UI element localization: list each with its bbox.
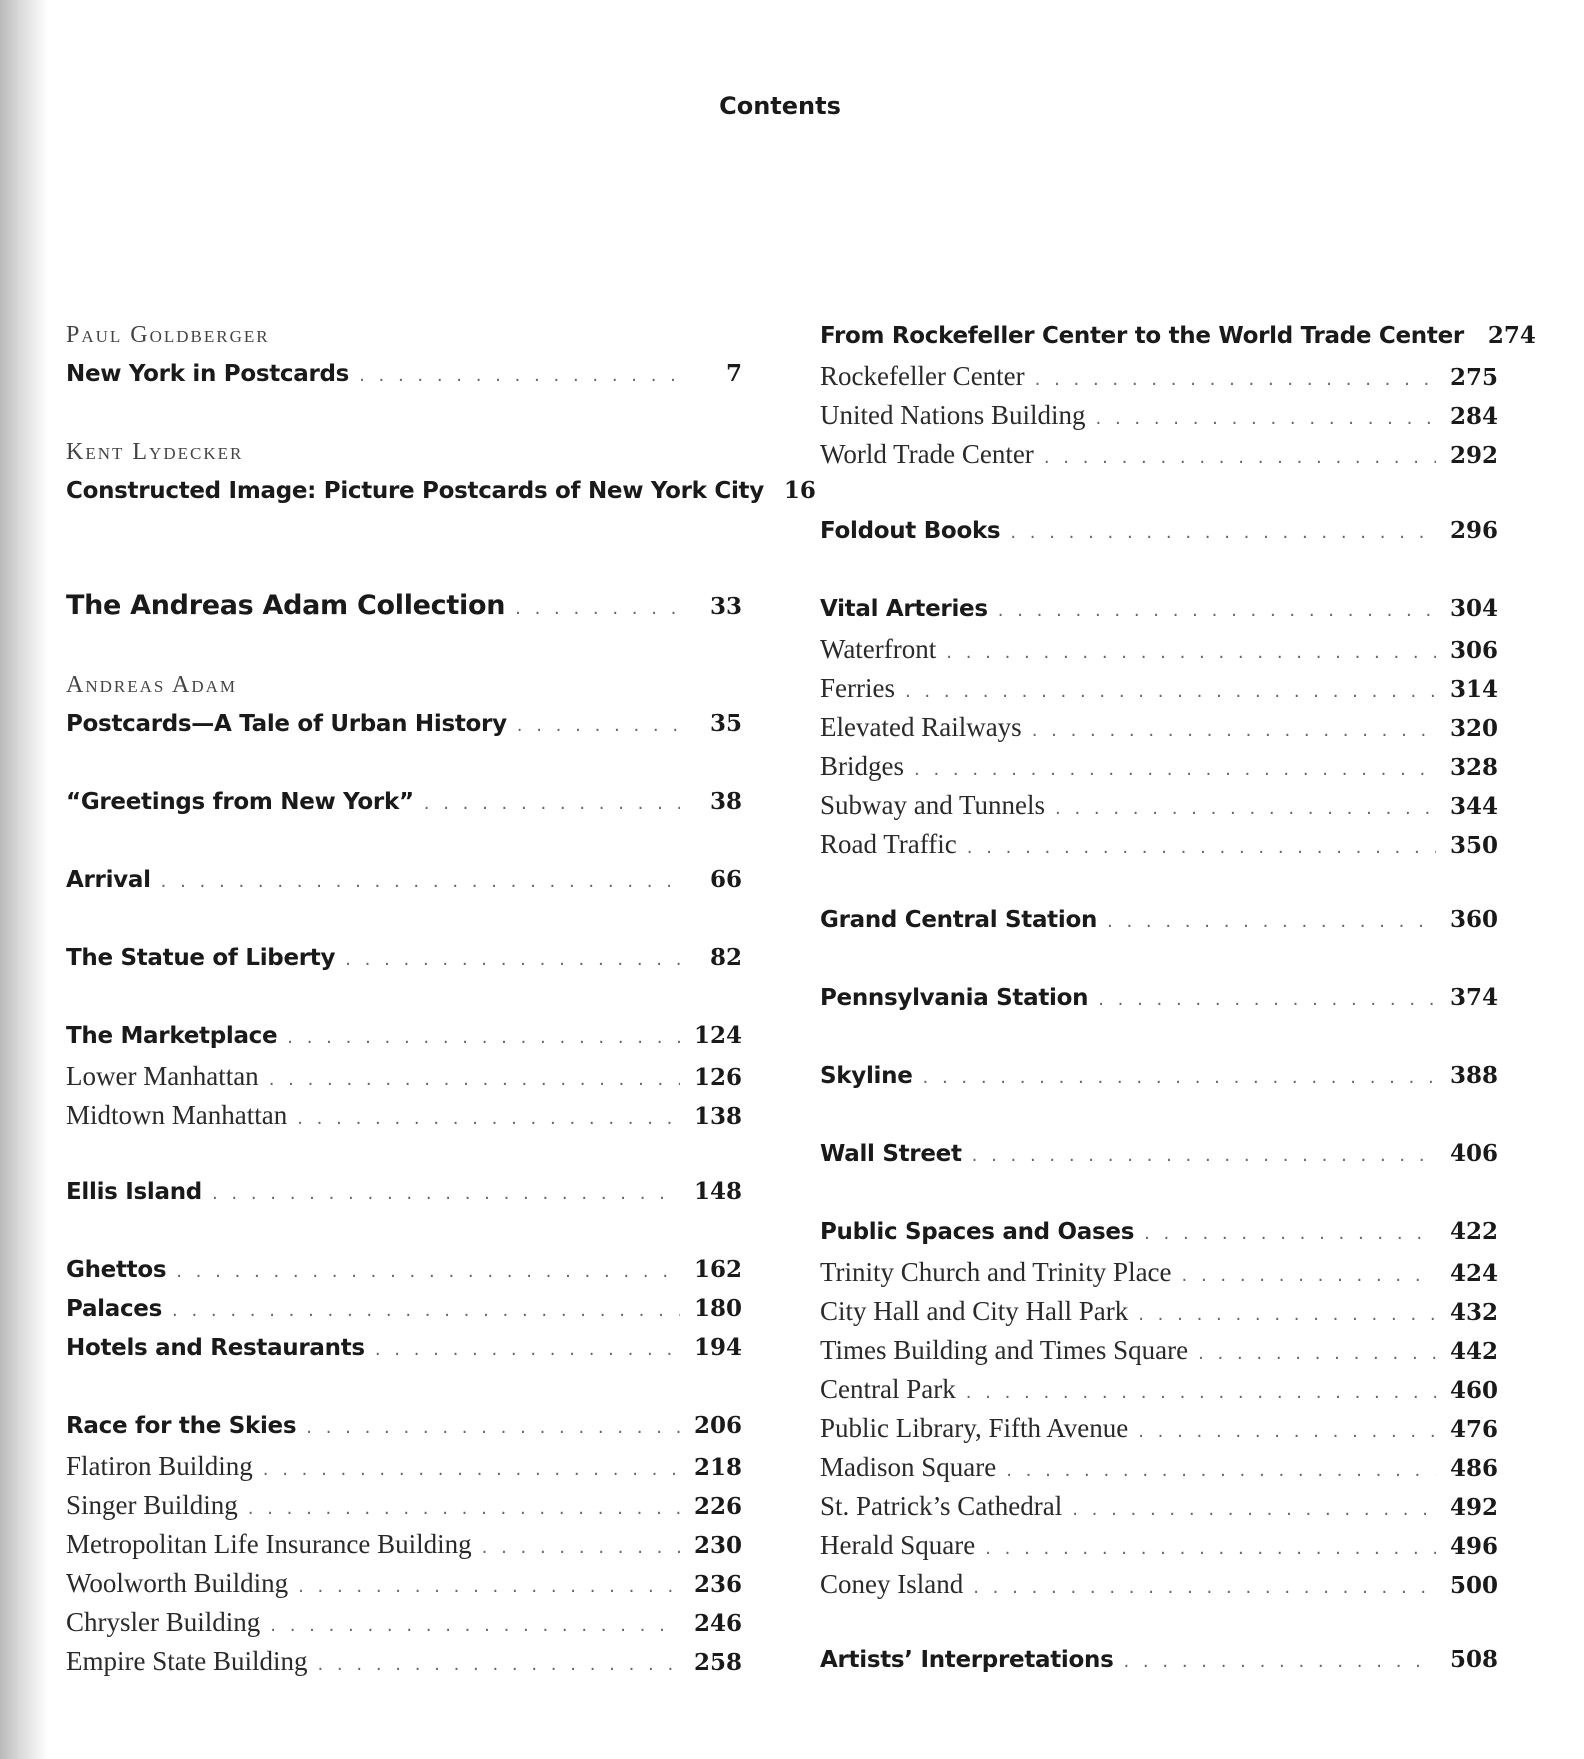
dot-leader (317, 1654, 680, 1675)
toc-entry-title: Ghettos (66, 1257, 167, 1283)
dot-leader (946, 642, 1436, 663)
toc-entry[interactable] (66, 1295, 742, 1333)
toc-entry-title: Arrival (66, 867, 151, 893)
dot-leader (270, 1615, 680, 1636)
toc-entry[interactable] (66, 360, 742, 398)
toc-entry-title: Wall Street (820, 1141, 962, 1167)
toc-subentry[interactable] (820, 712, 1498, 750)
dot-leader (1044, 447, 1436, 468)
toc-entry-title: Empire State Building (66, 1646, 308, 1676)
toc-entry-page: 360 (1449, 906, 1498, 933)
toc-subentry[interactable] (820, 1569, 1498, 1607)
toc-entry-title: Woolworth Building (66, 1568, 289, 1598)
toc-entry-title: Subway and Tunnels (820, 790, 1046, 820)
toc-entry-page: 230 (693, 1532, 742, 1559)
author-name: Kent Lydecker (66, 439, 244, 465)
toc-entry-title: “Greetings from New York” (66, 789, 414, 815)
toc-entry[interactable] (66, 1178, 742, 1216)
toc-entry-title: Vital Arteries (820, 596, 988, 622)
toc-subentry[interactable] (820, 790, 1498, 828)
toc-subentry[interactable] (820, 829, 1498, 867)
toc-entry[interactable] (66, 1022, 742, 1060)
toc-entry-page: 442 (1449, 1338, 1498, 1365)
toc-subentry[interactable] (820, 439, 1498, 477)
dot-leader (905, 681, 1436, 702)
dot-leader (517, 715, 680, 736)
toc-entry-title: Metropolitan Life Insurance Building (66, 1529, 472, 1559)
toc-entry-page: 236 (693, 1571, 742, 1598)
toc-entry-title: Public Spaces and Oases (820, 1219, 1135, 1245)
toc-entry-title: Hotels and Restaurants (66, 1335, 365, 1361)
dot-leader (297, 1108, 680, 1129)
dot-leader (998, 600, 1436, 621)
toc-entry-page: 424 (1449, 1260, 1498, 1287)
toc-entry-page: 180 (693, 1295, 742, 1322)
toc-entry[interactable] (820, 517, 1498, 555)
toc-entry-page: 206 (693, 1412, 742, 1439)
toc-subentry[interactable] (820, 1530, 1498, 1568)
toc-entry-title: Palaces (66, 1296, 162, 1322)
toc-entry-title: World Trade Center (820, 439, 1034, 469)
toc-entry-title: Flatiron Building (66, 1451, 253, 1481)
dot-leader (923, 1067, 1437, 1088)
dot-leader (482, 1537, 680, 1558)
toc-entry-title: Waterfront (820, 634, 937, 664)
dot-leader (375, 1339, 680, 1360)
toc-entry-title: New York in Postcards (66, 361, 350, 387)
toc-subentry[interactable] (820, 1413, 1498, 1451)
toc-entry-page: 374 (1449, 984, 1498, 1011)
toc-entry-title: Lower Manhattan (66, 1061, 259, 1091)
toc-subentry[interactable] (820, 634, 1498, 672)
toc-entry-page: 306 (1449, 637, 1498, 664)
dot-leader (161, 871, 680, 892)
toc-entry-title: Elevated Railways (820, 712, 1022, 742)
toc-entry[interactable] (820, 1140, 1498, 1178)
toc-entry-title: Road Traffic (820, 829, 957, 859)
toc-entry[interactable] (66, 788, 742, 826)
dot-leader (359, 365, 680, 386)
toc-subentry[interactable] (820, 673, 1498, 711)
toc-entry-page: 162 (693, 1256, 742, 1283)
toc-subentry[interactable] (820, 1296, 1498, 1334)
toc-entry-page: 296 (1449, 517, 1498, 544)
toc-entry-title: Trinity Church and Trinity Place (820, 1257, 1172, 1287)
dot-leader (515, 598, 680, 619)
toc-entry-title: Chrysler Building (66, 1607, 261, 1637)
toc-entry-page: 320 (1449, 715, 1498, 742)
dot-leader (1096, 408, 1437, 429)
toc-entry-page: 7 (725, 360, 742, 387)
toc-entry-title: Public Library, Fifth Avenue (820, 1413, 1129, 1443)
toc-entry-page: 138 (693, 1103, 742, 1130)
toc-entry[interactable] (66, 1334, 742, 1372)
toc-entry-title: United Nations Building (820, 400, 1086, 430)
dot-leader (172, 1300, 680, 1321)
toc-entry-page: 508 (1449, 1646, 1498, 1673)
toc-entry[interactable] (66, 866, 742, 904)
toc-entry-page: 274 (1487, 322, 1536, 349)
dot-leader (972, 1145, 1436, 1166)
toc-entry-page: 38 (709, 788, 742, 815)
toc-entry-title: Ellis Island (66, 1179, 202, 1205)
dot-leader (1138, 1304, 1436, 1325)
toc-entry[interactable] (820, 1062, 1498, 1100)
dot-leader (263, 1459, 680, 1480)
toc-entry-page: 33 (709, 593, 742, 620)
toc-entry-title: Madison Square (820, 1452, 997, 1482)
toc-entry-title: Constructed Image: Picture Postcards of New York City (66, 478, 764, 504)
dot-leader (914, 759, 1436, 780)
toc-entry-title: Central Park (820, 1374, 956, 1404)
author-name: Andreas Adam (66, 672, 238, 698)
toc-entry-part[interactable] (66, 590, 742, 628)
toc-entry-title: Grand Central Station (820, 907, 1098, 933)
toc-entry-title: Artists’ Interpretations (820, 1647, 1114, 1673)
toc-entry-page: 388 (1449, 1062, 1498, 1089)
dot-leader (1006, 1460, 1436, 1481)
toc-subentry[interactable] (820, 1491, 1498, 1529)
toc-entry-title: Foldout Books (820, 518, 1001, 544)
dot-leader (176, 1261, 680, 1282)
dot-leader (973, 1577, 1436, 1598)
book-spine-shadow (0, 0, 48, 1759)
dot-leader (1072, 1499, 1436, 1520)
toc-entry-page: 422 (1449, 1218, 1498, 1245)
toc-entry-title: Coney Island (820, 1569, 964, 1599)
toc-entry-page: 226 (693, 1493, 742, 1520)
dot-leader (1138, 1421, 1436, 1442)
toc-entry-page: 460 (1449, 1377, 1498, 1404)
toc-entry-page: 406 (1449, 1140, 1498, 1167)
toc-entry[interactable] (820, 595, 1498, 633)
toc-subentry[interactable] (66, 1451, 742, 1489)
toc-entry-page: 66 (709, 866, 742, 893)
dot-leader (345, 949, 680, 970)
dot-leader (1123, 1651, 1436, 1672)
toc-entry-title: Midtown Manhattan (66, 1100, 288, 1130)
toc-subentry[interactable] (66, 1100, 742, 1138)
toc-subentry[interactable] (66, 1607, 742, 1645)
toc-entry-page: 82 (709, 944, 742, 971)
toc-subentry[interactable] (820, 1335, 1498, 1373)
toc-entry-page: 492 (1449, 1494, 1498, 1521)
dot-leader (1144, 1223, 1436, 1244)
toc-entry-title: Rockefeller Center (820, 361, 1025, 391)
dot-leader (287, 1027, 680, 1048)
toc-entry[interactable] (66, 710, 742, 748)
toc-subentry[interactable] (66, 1061, 742, 1099)
toc-entry[interactable] (820, 984, 1498, 1022)
toc-entry-page: 126 (693, 1064, 742, 1091)
dot-leader (1032, 720, 1436, 741)
toc-entry-title: Herald Square (820, 1530, 976, 1560)
toc-entry-title: Skyline (820, 1063, 913, 1089)
toc-subentry[interactable] (66, 1568, 742, 1606)
toc-entry-title: The Statue of Liberty (66, 945, 336, 971)
toc-entry-page: 350 (1449, 832, 1498, 859)
toc-entry-page: 314 (1449, 676, 1498, 703)
toc-entry-title: Pennsylvania Station (820, 985, 1089, 1011)
toc-entry[interactable] (820, 906, 1498, 944)
toc-entry[interactable] (820, 1218, 1498, 1256)
toc-entry-title: Postcards—A Tale of Urban History (66, 711, 507, 737)
toc-entry-page: 246 (693, 1610, 742, 1637)
dot-leader (985, 1538, 1436, 1559)
toc-entry-page: 194 (693, 1334, 742, 1361)
page-title: Contents (719, 92, 841, 120)
dot-leader (1098, 989, 1436, 1010)
dot-leader (967, 837, 1436, 858)
toc-entry-title: Race for the Skies (66, 1413, 297, 1439)
toc-entry-page: 292 (1449, 442, 1498, 469)
dot-leader (966, 1382, 1436, 1403)
toc-entry[interactable] (66, 477, 816, 515)
dot-leader (424, 793, 680, 814)
toc-entry-page: 500 (1449, 1572, 1498, 1599)
toc-subentry[interactable] (820, 1374, 1498, 1412)
dot-leader (306, 1417, 680, 1438)
toc-entry-title: Times Building and Times Square (820, 1335, 1189, 1365)
toc-entry-page: 486 (1449, 1455, 1498, 1482)
toc-entry-title: St. Patrick’s Cathedral (820, 1491, 1063, 1521)
toc-entry-page: 124 (693, 1022, 742, 1049)
toc-entry-title: Singer Building (66, 1490, 238, 1520)
toc-entry[interactable] (66, 1256, 742, 1294)
toc-subentry[interactable] (820, 751, 1498, 789)
dot-leader (212, 1183, 680, 1204)
toc-entry-page: 344 (1449, 793, 1498, 820)
toc-entry[interactable] (66, 944, 742, 982)
dot-leader (1035, 369, 1436, 390)
dot-leader (1010, 522, 1436, 543)
toc-entry[interactable] (820, 1646, 1498, 1684)
toc-subentry[interactable] (66, 1529, 742, 1567)
toc-subentry[interactable] (820, 1257, 1498, 1295)
toc-entry-title: The Andreas Adam Collection (66, 590, 506, 621)
toc-subentry[interactable] (820, 400, 1498, 438)
dot-leader (269, 1069, 680, 1090)
toc-subentry[interactable] (820, 361, 1498, 399)
dot-leader (298, 1576, 680, 1597)
toc-entry[interactable] (66, 1412, 742, 1450)
dot-leader (248, 1498, 680, 1519)
toc-subentry[interactable] (66, 1490, 742, 1528)
toc-entry-page: 275 (1449, 364, 1498, 391)
toc-entry-title: City Hall and City Hall Park (820, 1296, 1129, 1326)
toc-entry-title: Bridges (820, 751, 904, 781)
author-name: Paul Goldberger (66, 322, 270, 348)
dot-leader (1055, 798, 1436, 819)
dot-leader (1182, 1265, 1436, 1286)
toc-entry-page: 496 (1449, 1533, 1498, 1560)
toc-entry-page: 148 (693, 1178, 742, 1205)
toc-entry-page: 432 (1449, 1299, 1498, 1326)
toc-entry-page: 258 (693, 1649, 742, 1676)
toc-entry-page: 218 (693, 1454, 742, 1481)
dot-leader (1107, 911, 1436, 932)
toc-entry-page: 16 (783, 477, 816, 504)
toc-entry-title: Ferries (820, 673, 895, 703)
toc-entry-page: 476 (1449, 1416, 1498, 1443)
toc-entry[interactable] (820, 322, 1536, 360)
toc-subentry[interactable] (66, 1646, 742, 1684)
toc-entry-page: 304 (1449, 595, 1498, 622)
toc-entry-page: 328 (1449, 754, 1498, 781)
toc-entry-title: The Marketplace (66, 1023, 278, 1049)
toc-subentry[interactable] (820, 1452, 1498, 1490)
toc-entry-title: From Rockefeller Center to the World Trade Center (820, 323, 1464, 349)
dot-leader (1198, 1343, 1436, 1364)
toc-entry-page: 35 (709, 710, 742, 737)
toc-entry-page: 284 (1449, 403, 1498, 430)
